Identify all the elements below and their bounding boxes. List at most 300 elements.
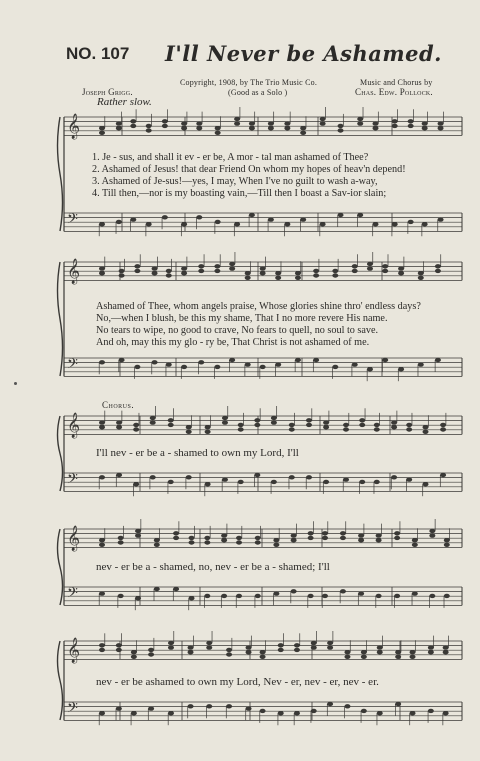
hymn-title: I'll Never be Ashamed. (165, 41, 442, 66)
system-5-note-head (410, 711, 416, 715)
system-1-treble-clef-icon: 𝄞 (67, 114, 81, 139)
system-2-note-head (418, 276, 424, 280)
system-4-note-head (189, 540, 195, 544)
system-2-note-head (332, 269, 338, 273)
system-4-note-head (358, 591, 364, 595)
system-1-note-head (373, 126, 379, 130)
system-4-note-head (221, 594, 227, 598)
system-2-note-head (152, 266, 158, 270)
system-2-note-head (198, 269, 204, 273)
system-5-note-head (443, 645, 449, 649)
system-1-note-head (130, 124, 136, 128)
system-1-note-head (181, 121, 187, 125)
system-3-note-head (271, 420, 277, 424)
system-2-note-head (181, 271, 187, 275)
system-4-note-head (444, 594, 450, 598)
system-3-note-head (406, 427, 412, 431)
system-3-note-head (423, 425, 429, 429)
system-3-note-head (374, 423, 380, 427)
system-4-note-head (221, 538, 227, 542)
system-4-treble-clef-icon: 𝄞 (67, 526, 81, 551)
system-4-note-head (358, 533, 364, 537)
system-2-note-head (435, 264, 441, 268)
system-3-note-head (423, 430, 429, 434)
verse-3-first-half: 3. Ashamed of Je-sus!—yes, I may, When I've no guilt to wash a-way, (92, 176, 378, 187)
system-1-note-head (162, 124, 168, 128)
system-2-note-head (418, 362, 424, 366)
system-3-note-head (99, 420, 105, 424)
system-2-note-head (367, 266, 373, 270)
system-4-note-head (322, 594, 328, 598)
system-4-note-head (444, 538, 450, 542)
system-1-note-head (408, 124, 414, 128)
system-3-note-head (133, 423, 139, 427)
system-3-note-head (238, 480, 244, 484)
system-5-note-head (395, 650, 401, 654)
system-1-note-head (392, 119, 398, 123)
system-5-note-head (148, 652, 154, 656)
system-4-note-head (322, 536, 328, 540)
system-4-note-head (308, 536, 314, 540)
hymn-number: NO. 107 (66, 44, 130, 63)
system-2-note-head (275, 276, 281, 280)
system-5-note-head (116, 648, 122, 652)
composer-credit-line2: Chas. Edw. Pollock. (355, 87, 433, 97)
system-3-note-head (343, 423, 349, 427)
system-3-note-head (289, 423, 295, 427)
system-1-note-head (357, 117, 363, 121)
system-4-note-head (291, 538, 297, 542)
system-1-note-head (300, 131, 306, 135)
system-4-note-head (429, 594, 435, 598)
system-5-note-head (344, 650, 350, 654)
system-4-note-head (118, 540, 124, 544)
system-4-note-head (308, 594, 314, 598)
system-4-note-head (189, 536, 195, 540)
system-2-note-head (382, 269, 388, 273)
system-1-note-head (357, 121, 363, 125)
system-5-note-head (344, 704, 350, 708)
system-4-note-head (394, 594, 400, 598)
system-2-note-head (229, 358, 235, 362)
system-5-note-head (361, 655, 367, 659)
system-1-note-head (438, 217, 444, 221)
system-2-note-head (152, 271, 158, 275)
system-4-note-head (273, 591, 279, 595)
system-5-note-head (131, 655, 137, 659)
system-5-note-head (226, 648, 232, 652)
system-4-note-head (376, 533, 382, 537)
system-3-note-head (186, 430, 192, 434)
system-4-note-head (340, 589, 346, 593)
system-1-note-head (338, 128, 344, 132)
system-5-note-head (428, 709, 434, 713)
system-2-note-head (214, 269, 220, 273)
system-3-note-head (254, 423, 260, 427)
system-2-note-head (119, 273, 125, 277)
system-5-note-head (410, 650, 416, 654)
system-1-note-head (268, 126, 274, 130)
system-4-note-head (204, 536, 210, 540)
system-4-note-head (412, 543, 418, 547)
system-2-note-head (295, 276, 301, 280)
system-3-note-head (359, 480, 365, 484)
system-2-note-head (352, 264, 358, 268)
system-2-note-head (99, 266, 105, 270)
system-5-note-head (278, 643, 284, 647)
system-4-note-head (394, 531, 400, 535)
system-2-note-head (198, 360, 204, 364)
system-3-note-head (116, 473, 122, 477)
system-1-note-head (249, 121, 255, 125)
system-4-note-head (236, 536, 242, 540)
system-5-note-head (361, 709, 367, 713)
system-1-note-head (320, 121, 326, 125)
system-5-note-head (260, 655, 266, 659)
system-2-note-head (313, 273, 319, 277)
system-3-note-head (374, 427, 380, 431)
system-3-note-head (359, 418, 365, 422)
system-5-note-head (395, 655, 401, 659)
system-2-note-head (181, 365, 187, 369)
system-3-note-head (222, 477, 228, 481)
system-4-note-head (291, 589, 297, 593)
system-2-note-head (245, 362, 251, 366)
system-3-note-head (186, 425, 192, 429)
system-3-note-head (168, 418, 174, 422)
system-3-note-head (168, 423, 174, 427)
system-2-note-head (119, 358, 125, 362)
system-1-note-head (215, 220, 221, 224)
system-4-note-head (135, 533, 141, 537)
system-3-note-head (359, 423, 365, 427)
system-3-note-head (205, 430, 211, 434)
system-1-note-head (284, 126, 290, 130)
system-1-note-head (130, 217, 136, 221)
system-4-note-head (340, 536, 346, 540)
system-1-note-head (196, 121, 202, 125)
system-5-note-head (311, 709, 317, 713)
system-3-note-head (440, 473, 446, 477)
system-1-note-head (146, 222, 152, 226)
system-2-note-head (214, 264, 220, 268)
system-4-note-head (173, 587, 179, 591)
system-5-note-head (377, 711, 383, 715)
system-5-note-head (443, 650, 449, 654)
system-1-note-head (320, 222, 326, 226)
system-4-note-head (255, 540, 261, 544)
system-3-note-head (406, 423, 412, 427)
system-1-note-head (300, 217, 306, 221)
system-4-note-head (154, 543, 160, 547)
system-3-note-head (133, 482, 139, 486)
system-3-note-head (323, 425, 329, 429)
system-3-note-head (271, 480, 277, 484)
system-2-note-head (367, 262, 373, 266)
system-1-bass-clef-icon: 𝄢 (67, 211, 78, 231)
system-3-note-head (238, 427, 244, 431)
system-5-note-head (428, 650, 434, 654)
system-3-note-head (289, 475, 295, 479)
system-4-note-head (340, 531, 346, 535)
system-5-note-head (260, 650, 266, 654)
system-2-note-head (166, 273, 172, 277)
system-1-note-head (392, 124, 398, 128)
system-1-note-head (422, 222, 428, 226)
verse-3-second-half: No tears to wipe, no good to crave, No fears to quell, no soul to save. (96, 325, 379, 336)
system-1-note-head (422, 121, 428, 125)
system-4-note-head (99, 543, 105, 547)
system-3-note-head (406, 477, 412, 481)
system-5-note-head (361, 650, 367, 654)
system-4-note-head (118, 536, 124, 540)
system-4-note-head (255, 536, 261, 540)
system-5-note-head (327, 641, 333, 645)
system-1-note-head (181, 222, 187, 226)
system-3-note-head (391, 420, 397, 424)
system-5-note-head (188, 650, 194, 654)
system-2-note-head (382, 358, 388, 362)
system-4-note-head (154, 587, 160, 591)
system-1-note-head (338, 213, 344, 217)
system-3-note-head (343, 427, 349, 431)
system-2-note-head (134, 269, 140, 273)
system-2-note-head (398, 266, 404, 270)
system-5-note-head (344, 655, 350, 659)
system-2-note-head (245, 271, 251, 275)
system-5-note-head (443, 711, 449, 715)
system-2-note-head (260, 271, 266, 275)
system-5-note-head (206, 645, 212, 649)
system-1-note-head (438, 126, 444, 130)
system-5-note-head (99, 648, 105, 652)
system-1-note-head (422, 126, 428, 130)
verse-4-first-half: 4. Till then,—nor is my boasting vain,—Till then I boast a Sav-ior slain; (92, 188, 387, 199)
system-2-note-head (313, 269, 319, 273)
system-5-bass-clef-icon: 𝄢 (67, 700, 78, 720)
system-4-note-head (99, 591, 105, 595)
system-4-note-head (173, 536, 179, 540)
system-3-note-head (271, 416, 277, 420)
system-3-note-head (440, 423, 446, 427)
system-3-note-head (440, 427, 446, 431)
system-2-note-head (332, 273, 338, 277)
system-2-note-head (398, 367, 404, 371)
system-5-note-head (168, 645, 174, 649)
system-5-note-head (327, 645, 333, 649)
system-1-note-head (300, 126, 306, 130)
system-1-note-head (373, 222, 379, 226)
system-1-note-head (249, 213, 255, 217)
system-4-note-head (394, 536, 400, 540)
system-5-note-head (116, 706, 122, 710)
system-2-note-head (229, 262, 235, 266)
chorus-lyric-line-3: nev - er be ashamed to own my Lord, Nev - er, nev - er, nev - er. (96, 676, 379, 688)
system-5-note-head (131, 650, 137, 654)
system-5-note-head (410, 655, 416, 659)
system-3-note-head (343, 477, 349, 481)
system-5-note-head (226, 652, 232, 656)
system-1-note-head (392, 222, 398, 226)
system-2-bass-clef-icon: 𝄢 (67, 356, 78, 376)
system-2-brace (58, 262, 63, 376)
system-2-note-head (295, 358, 301, 362)
system-1-note-head (284, 222, 290, 226)
chorus-lyric-line-2: nev - er be a - shamed, no, nev - er be a - shamed; I'll (96, 561, 330, 573)
system-1-note-head (116, 220, 122, 224)
system-4-note-head (118, 594, 124, 598)
verse-2-first-half: 2. Ashamed of Jesus! that dear Friend On whom my hopes of heav'n depend! (92, 164, 406, 175)
system-1-note-head (196, 215, 202, 219)
lyricist-credit: Joseph Grigg. (82, 87, 133, 97)
system-2-note-head (214, 365, 220, 369)
system-1-note-head (373, 121, 379, 125)
copyright-notice: Copyright, 1908, by The Trio Music Co. (180, 78, 318, 87)
system-4-note-head (204, 540, 210, 544)
tempo-marking: Rather slow. (97, 96, 152, 108)
system-5-note-head (294, 711, 300, 715)
system-5-treble-clef-icon: 𝄞 (67, 638, 81, 663)
system-4-note-head (376, 594, 382, 598)
system-5-note-head (116, 643, 122, 647)
system-3-note-head (116, 420, 122, 424)
system-3-brace (58, 416, 63, 491)
system-5-note-head (131, 711, 137, 715)
system-1-note-head (162, 215, 168, 219)
system-3-note-head (323, 420, 329, 424)
system-5-note-head (294, 648, 300, 652)
system-1-note-head (338, 124, 344, 128)
system-2-note-head (398, 271, 404, 275)
system-3-note-head (205, 482, 211, 486)
system-5-note-head (246, 706, 252, 710)
system-4-note-head (189, 596, 195, 600)
system-2-note-head (245, 276, 251, 280)
system-2-note-head (260, 266, 266, 270)
system-2-note-head (198, 264, 204, 268)
system-3-note-head (99, 475, 105, 479)
system-1-note-head (99, 126, 105, 130)
system-2-note-head (435, 269, 441, 273)
system-1-note-head (215, 126, 221, 130)
system-5-note-head (206, 641, 212, 645)
system-4-note-head (291, 533, 297, 537)
system-1-note-head (130, 119, 136, 123)
system-2-note-head (99, 360, 105, 364)
system-2-note-head (166, 269, 172, 273)
system-4-note-head (412, 591, 418, 595)
system-1-note-head (196, 126, 202, 130)
verse-1-second-half: Ashamed of Thee, whom angels praise, Whose glories shine thro' endless days? (96, 301, 421, 312)
system-5-note-head (246, 645, 252, 649)
system-5-note-head (148, 706, 154, 710)
composer-credit-line1: Music and Chorus by (360, 78, 433, 87)
system-3-note-head (323, 480, 329, 484)
system-1-note-head (408, 119, 414, 123)
system-3-note-head (186, 475, 192, 479)
system-4-note-head (322, 531, 328, 535)
system-4-note-head (236, 540, 242, 544)
chorus-label: Chorus. (102, 400, 135, 410)
system-2-note-head (260, 365, 266, 369)
system-2-note-head (295, 271, 301, 275)
system-3-note-head (150, 416, 156, 420)
system-1-note-head (268, 121, 274, 125)
system-1-note-head (181, 126, 187, 130)
system-1-note-head (146, 128, 152, 132)
system-4-note-head (135, 596, 141, 600)
system-4-note-head (204, 594, 210, 598)
system-1-note-head (99, 131, 105, 135)
system-5-note-head (226, 704, 232, 708)
system-4-bass-clef-icon: 𝄢 (67, 585, 78, 605)
system-3-note-head (391, 475, 397, 479)
system-5-note-head (99, 643, 105, 647)
system-5-note-head (278, 648, 284, 652)
system-5-note-head (311, 645, 317, 649)
system-2-note-head (275, 362, 281, 366)
system-3-note-head (254, 418, 260, 422)
system-5-note-head (188, 704, 194, 708)
system-2-note-head (313, 358, 319, 362)
system-4-note-head (173, 531, 179, 535)
system-1-note-head (234, 117, 240, 121)
system-2-note-head (352, 269, 358, 273)
verse-4-second-half: And oh, may this my glo - ry be, That Christ is not ashamed of me. (96, 337, 370, 348)
system-1-note-head (357, 213, 363, 217)
system-4-note-head (135, 529, 141, 533)
system-3-note-head (254, 473, 260, 477)
system-5-note-head (395, 702, 401, 706)
system-5-note-head (148, 648, 154, 652)
system-3-note-head (289, 427, 295, 431)
system-1-note-head (438, 121, 444, 125)
system-2-note-head (99, 271, 105, 275)
system-5-note-head (278, 711, 284, 715)
system-1-note-head (234, 121, 240, 125)
system-2-note-head (181, 266, 187, 270)
system-4-note-head (376, 538, 382, 542)
system-3-note-head (116, 425, 122, 429)
system-3-note-head (391, 425, 397, 429)
system-2-note-head (134, 264, 140, 268)
system-5-note-head (327, 702, 333, 706)
system-4-note-head (412, 538, 418, 542)
system-5-note-head (294, 643, 300, 647)
system-3-note-head (168, 480, 174, 484)
system-5-brace (58, 641, 63, 720)
system-3-treble-clef-icon: 𝄞 (67, 413, 81, 438)
system-3-note-head (150, 475, 156, 479)
system-5-note-head (311, 641, 317, 645)
system-1-note-head (234, 222, 240, 226)
solo-note: (Good as a Solo ) (228, 88, 288, 97)
system-1-note-head (408, 220, 414, 224)
system-5-note-head (377, 650, 383, 654)
system-4-note-head (429, 533, 435, 537)
system-3-note-head (99, 425, 105, 429)
system-1-note-head (99, 222, 105, 226)
system-1-note-head (162, 119, 168, 123)
system-5-note-head (260, 709, 266, 713)
system-5-note-head (168, 711, 174, 715)
system-3-note-head (306, 423, 312, 427)
system-4-note-head (308, 531, 314, 535)
system-5-note-head (246, 650, 252, 654)
system-4-note-head (255, 594, 261, 598)
system-2-note-head (152, 360, 158, 364)
system-4-note-head (236, 594, 242, 598)
